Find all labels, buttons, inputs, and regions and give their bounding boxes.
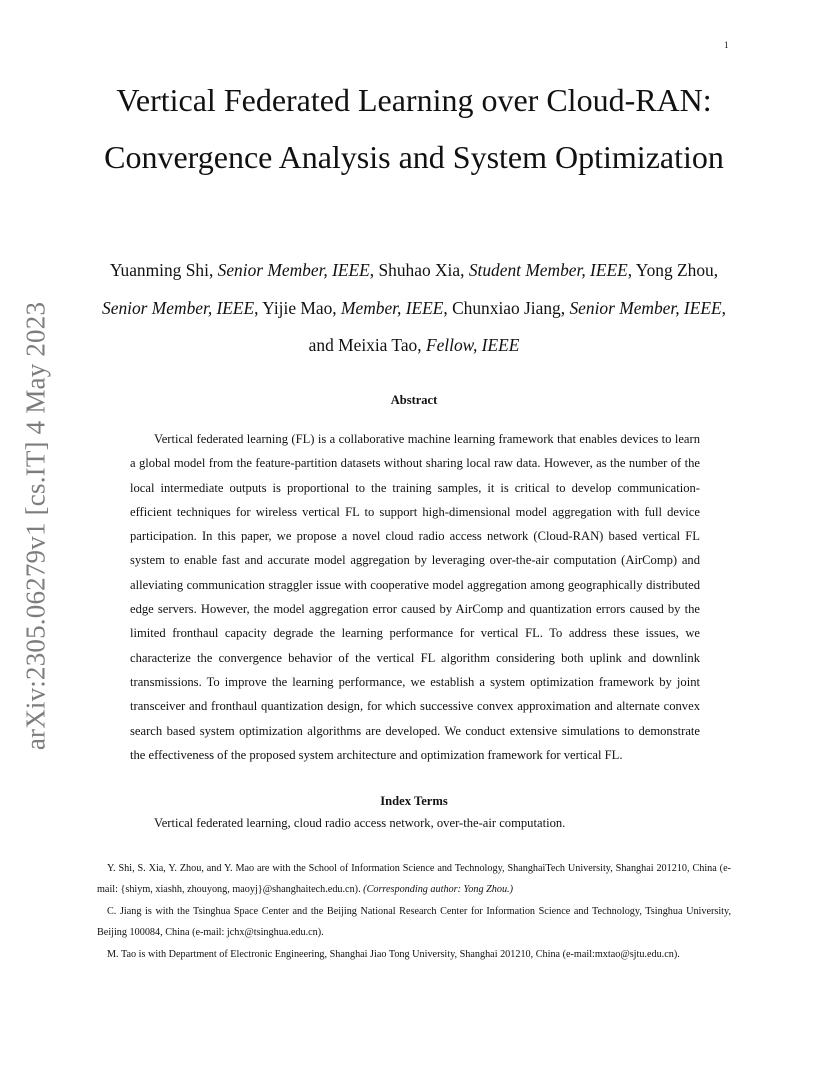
footnotes — [97, 858, 731, 965]
footnote-affiliation — [97, 858, 731, 901]
author-name: Yijie Mao — [262, 297, 333, 318]
arxiv-identifier-stamp[interactable]: arXiv:2305.06279v1 [cs.IT] 4 May 2023 — [20, 301, 51, 751]
author-name: Yuanming Shi — [109, 260, 209, 280]
author-separator: , — [560, 297, 570, 318]
author-separator: , — [417, 335, 426, 355]
author-separator: , — [443, 297, 453, 318]
author-name: Yong Zhou — [635, 260, 714, 280]
footnote-affiliation: C. Jiang is with the Tsinghua Space Center and the Beijing National Research Center for Information Science and Technology, Tsinghua University, Beijing 100084, China (e-mail: jchx@tsinghua.edu.cn). — [97, 905, 731, 939]
author-name: Meixia Tao — [338, 335, 418, 355]
author-affiliation: Member, IEEE — [340, 297, 444, 318]
author-separator: , — [332, 297, 341, 318]
corresponding-author-note: (Corresponding author: Yong Zhou.) — [363, 884, 513, 896]
abstract-text: Vertical federated learning (FL) is a collaborative machine learning framework that enables devices to learn a global model from the feature-partition datasets without sharing local raw data. However, as the number of the local intermediate outputs is proportional to the training samples, it is critical to develop communication-efficient techniques for wireless vertical FL to support high-dimensional model aggregation with full device participation. In this paper, we propose a novel cloud radio access network (Cloud-RAN) based vertical FL system to enable fast and accurate model aggregation by leveraging over-the-air computation (AirComp) and alleviating communication straggler issue with cooperative model aggregation among geographically distributed edge servers. However, the model aggregation error caused by AirComp and quantization errors caused by the limited fronthaul capacity degrade the learning performance for vertical FL. To address these issues, we characterize the convergence behavior of the vertical FL algorithm considering both uplink and downlink transmissions. To improve the learning performance, we establish a system optimization framework by joint transceiver and fronthaul quantization design, for which successive convex approximation and alternate convex search based system optimization algorithms are developed. We conduct extensive simulations to demonstrate the effectiveness of the proposed system architecture and optimization framework for vertical FL. — [130, 432, 700, 762]
page-number: 1 — [724, 40, 729, 50]
author-separator: , — [254, 297, 263, 318]
author-affiliation: Student Member, IEEE — [468, 260, 628, 280]
author-affiliation: Fellow, IEEE — [425, 335, 520, 355]
author-affiliation: Senior Member, IEEE — [102, 297, 255, 318]
abstract-heading: Abstract — [390, 393, 438, 407]
index-terms-heading: Index Terms — [380, 794, 448, 808]
footnote-affiliation: M. Tao is with Department of Electronic Engineering, Shanghai Jiao Tong University, Shanghai 201210, China (e-mail:mxtao@sjtu.edu.cn). — [107, 948, 680, 960]
author-name: Shuhao Xia — [378, 260, 461, 280]
paper-title: Vertical Federated Learning over Cloud-RAN: Convergence Analysis and System Optimization — [104, 82, 724, 175]
author-joiner: and — [308, 335, 334, 355]
author-separator: , — [627, 260, 636, 280]
index-terms-text: Vertical federated learning, cloud radio access network, over-the-air computation. — [154, 816, 566, 830]
author-affiliation: Senior Member, IEEE — [569, 297, 722, 318]
author-separator: , — [721, 297, 726, 318]
author-separator: , — [460, 260, 469, 280]
author-separator: , — [713, 260, 719, 280]
author-name: Chunxiao Jiang — [452, 297, 561, 318]
author-separator: , — [208, 260, 218, 280]
author-affiliation: Senior Member, IEEE — [217, 260, 370, 280]
author-separator: , — [369, 260, 379, 280]
author-list — [96, 252, 732, 365]
footnote-affiliation-text: Y. Shi, S. Xia, Y. Zhou, and Y. Mao are with the School of Information Science and Technology, ShanghaiTech University, Shanghai 201210, China (e-mail: {shiym, xiashh, zhouyong, maoyj}@shanghaitech.edu.cn). — [97, 863, 731, 896]
